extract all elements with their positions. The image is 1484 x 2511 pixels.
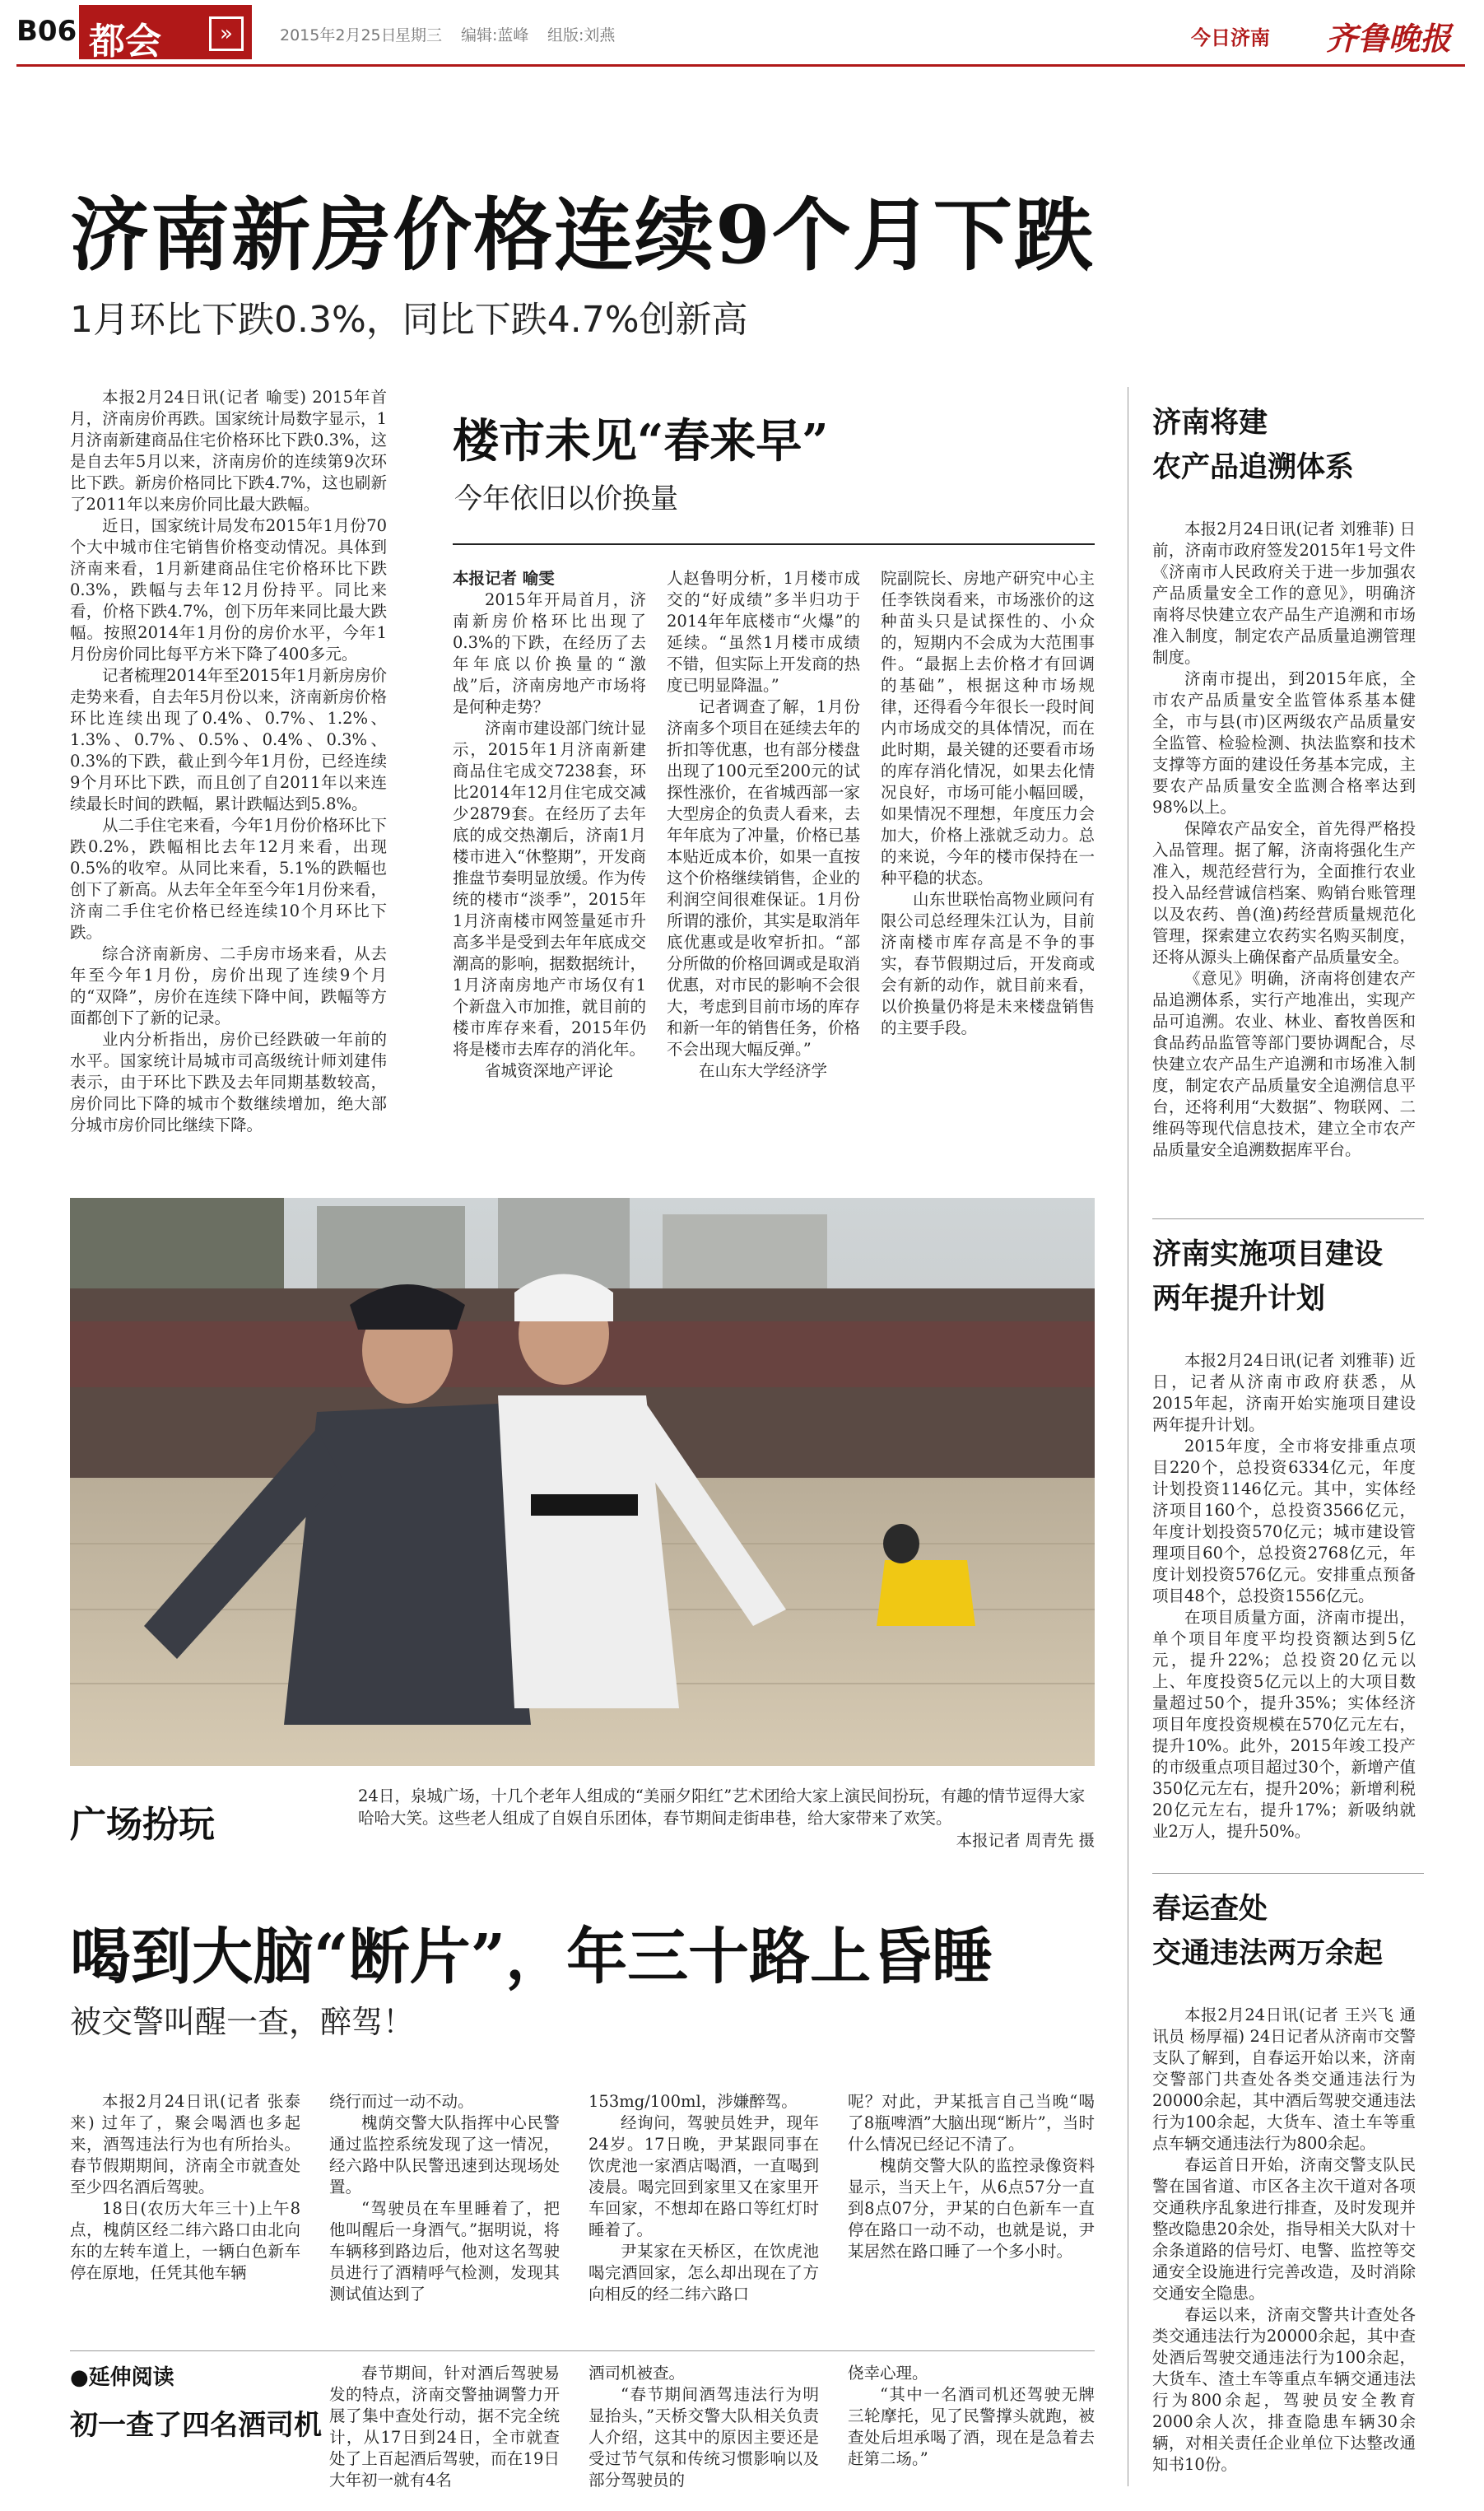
paragraph: 近日，国家统计局发布2015年1月份70个大中城市住宅销售价格变动情况。具体到济南来看，1月新建商品住宅价格环比下跌0.3%，跌幅与去年12月份持平。同比来看，价格下跌4.7%，创下历年来同比最大跌幅。按照2014年1月份的房价水平，今年1月份房价同比每平方米下降了400多元。 (70, 516, 387, 664)
paragraph: 综合济南新房、二手房市场来看，从去年至今年1月份，房价出现了连续9个月的“双降”，房价在连续下降中间，跌幅等方面都创下了新的记录。 (70, 944, 387, 1027)
divider (70, 2350, 1095, 2351)
paragraph: 153mg/100ml，涉嫌醉驾。 (588, 2092, 798, 2111)
paragraph: 槐荫交警大队的监控录像资料显示，当天上午，从6点57分一直到8点07分，尹某的白色新车一直停在路口一动不动，也就是说，尹某居然在路口睡了一个多小时。 (848, 2156, 1095, 2261)
bottom-article-col2 (329, 2091, 560, 2346)
right-article2-title (1152, 1232, 1383, 1321)
paragraph: 2015年度，全市将安排重点项目220个，总投资6334亿元，年度计划投资1146亿元。其中，实体经济项目160个，总投资3566亿元，年度计划投资570亿元；城市建设管理项目60个，总投资2768亿元，年度计划投资576亿元。安排重点预备项目48个，总投资1556亿元。 (1152, 1437, 1416, 1605)
paragraph: 人赵鲁明分析，1月楼市成交的“好成绩”多半归功于2014年年底楼市“火爆”的延续。“虽然1月楼市成绩不错，但实际上开发商的热度已明显降温。” (667, 569, 860, 695)
bottom-headline: 喝到大脑“断片”，年三十路上昏睡 (70, 1922, 993, 1992)
title-line: 农产品追溯体系 (1152, 450, 1355, 484)
paragraph: 本报2月24日讯(记者 张泰来) 过年了，聚会喝酒也多起来，酒驾违法行为也有所抬头。春节假期期间，济南全市就查处至少四名酒后驾驶。 (70, 2092, 300, 2197)
news-photo (70, 1198, 1095, 1766)
caption-text: 24日，泉城广场，十几个老年人组成的“美丽夕阳红”艺术团给大家上演民间扮玩，有趣的情节逗得大家哈哈大笑。这些老人组成了自娱自乐团体，春节期间走街串巷，给大家带来了欢笑。 (358, 1787, 1086, 1828)
section-label-box (79, 5, 252, 63)
sidebar-article-subtitle: 今年依旧以价换量 (454, 482, 678, 515)
paragraph: 院副院长、房地产研究中心主任李铁岗看来，市场涨价的这种苗头只是试探性的、小众的，短期内不会成为大范围事件。“最据上去价格才有回调的基础”，根据这种市场规律，还得看今年很长一段时间内市场成交的具体情况，而在此时期，最关键的还要看市场的库存消化情况，如果去化情况良好，市场可能小幅回暖，如果情况不理想，年度压力会加大，价格上涨就乏动力。总的来说，今年的楼市保持在一种平稳的状态。 (881, 569, 1095, 887)
paragraph: 省城资深地产评论 (485, 1061, 614, 1080)
paragraph: 《意见》明确，济南将创建农产品追溯体系，实行产地准出，实现产品可追溯。农业、林业、畜牧兽医和食品药品监管等部门要协调配合，尽快建立农产品生产追溯和市场准入制度，制定农产品质量安全追溯信息平台，还将利用“大数据”、物联网、二维码等现代信息技术，建立全市农产品质量安全追溯数据库平台。 (1152, 969, 1416, 1159)
paragraph: 2015年开局首月，济南新房价格环比出现了0.3%的下跌，在经历了去年年底以价换量的“激战”后，济南房地产市场将是何种走势？ (453, 590, 646, 716)
paragraph: 槐荫交警大队指挥中心民警通过监控系统发现了这一情况，经六路中队民警迅速到达现场处置。 (329, 2113, 560, 2197)
paragraph: 济南市建设部门统计显示，2015年1月济南新建商品住宅成交7238套，环比2014年12月住宅成交减少2879套。在经历了去年底的成交热潮后，济南1月楼市进入“休整期”，开发商推盘节奏明显放缓。作为传统的楼市“淡季”，2015年1月济南楼市网签量延市升高多半是受到去年年底成交潮高的影响，据数据统计，1月济南房地产市场仅有1个新盘入市加推，就目前的楼市库存来看，2015年仍将是楼市去库存的消化年。 (453, 719, 646, 1059)
paragraph: “驾驶员在车里睡着了，把他叫醒后一身酒气。”据明说，将车辆移到路边后，他对这名驾驶员进行了酒精呼气检测，发现其测试值达到了 (329, 2199, 560, 2304)
paragraph: 本报2月24日讯(记者 刘雅菲) 日前，济南市政府签发2015年1号文件《济南市人民政府关于进一步加强农产品质量安全工作的意见》，明确济南将尽快建立农产品生产追溯和市场准入制度，制定农产品质量追溯管理制度。 (1152, 519, 1416, 667)
paragraph: 记者梳理2014年至2015年1月新房房价走势来看，自去年5月份以来，济南新房价格环比连续出现了0.4%、0.7%、1.2%、1.3%、0.7%、0.5%、0.4%、0.3%、0.3%的下跌，截止到今年1月份，已经连续9个月环比下跌，而且创了自2011年以来连续最长时间的跌幅，累计跌幅达到5.8%。 (70, 666, 387, 813)
page-number: B06 (16, 15, 77, 48)
header-layout: 组版:刘燕 (547, 26, 616, 44)
paragraph: 尹某家在天桥区，在饮虎池喝完酒回家，怎么却出现在了方向相反的经二纬六路口 (588, 2242, 819, 2304)
reading-col3 (848, 2363, 1095, 2495)
photo-tag-title: 广场扮玩 (70, 1804, 215, 1846)
header-rule (16, 64, 1465, 67)
paragraph: 绕行而过一动不动。 (329, 2092, 474, 2111)
header-date: 2015年2月25日 (280, 26, 397, 44)
byline: 本报记者 喻雯 (453, 569, 555, 588)
main-headline: 济南新房价格连续9个月下跌 (70, 189, 1095, 282)
paragraph: 春运首日开始，济南交警支队民警在国省道、市区各主次干道对各项交通秩序乱象进行排查，及时发现并整改隐患20余处，指导相关大队对十余条道路的信号灯、电警、监控等交通安全设施进行完善改造，及时消除交通安全隐患。 (1152, 2155, 1416, 2303)
right-article3-body (1152, 2005, 1416, 2486)
sidebar-article-col4 (881, 568, 1095, 1161)
photo-illustration (70, 1198, 1095, 1766)
bottom-article-col3 (588, 2091, 819, 2346)
paragraph: 在山东大学经济学 (699, 1061, 828, 1080)
paragraph: 本报2月24日讯(记者 王兴飞 通讯员 杨厚福) 24日记者从济南市交警支队了解到，自春运开始以来，济南交警部门共查处各类交通违法行为20000余起，其中酒后驾驶交通违法行为100余起，大货车、渣土车等重点车辆交通违法行为800余起。 (1152, 2006, 1416, 2153)
main-subtitle: 1月环比下跌0.3%，同比下跌4.7%创新高 (70, 299, 748, 341)
paragraph: 侥幸心理。 (848, 2364, 928, 2383)
sidebar-article-col2 (453, 568, 646, 1161)
paragraph: 春节期间，针对酒后驾驶易发的特点，济南交警抽调警力开展了集中查处行动，据不完全统计，从17日到24日，全市就查处了上百起酒后驾驶，而在19日大年初一就有4名 (329, 2364, 560, 2490)
reading-col2 (588, 2363, 819, 2495)
paragraph: 在项目质量方面，济南市提出，单个项目年度平均投资额达到5亿元，提升22%；总投资20亿元以上、年度投资5亿元以上的大项目数量超过50个，提升35%；实体经济项目年度投资规模在570亿元左右，提升10%。此外，2015年竣工投产的市级重点项目超过30个，新增产值350亿元左右，提升20%；新增利税20亿元左右，提升17%；新吸纳就业2万人，提升50%。 (1152, 1608, 1416, 1841)
title-line: 两年提升计划 (1152, 1282, 1326, 1316)
paragraph: 本报2月24日讯(记者 刘雅菲) 近日，记者从济南市政府获悉，从2015年起，济南开始实施项目建设两年提升计划。 (1152, 1351, 1416, 1434)
bottom-article-col1 (70, 2091, 300, 2346)
title-line: 济南实施项目建设 (1152, 1237, 1384, 1271)
right-article3-title (1152, 1887, 1383, 1976)
header-editor: 编辑:蓝峰 (461, 26, 529, 44)
column-name: 今日济南 (1191, 26, 1270, 49)
main-article-col1 (70, 387, 387, 1144)
chevron-right-icon: » (209, 16, 244, 51)
paragraph: 春运以来，济南交警共计查处各类交通违法行为20000余起，其中查处酒后驾驶交通违法行为100余起，大货车、渣土车等重点车辆交通违法行为800余起，驾驶员安全教育2000余人次，排查隐患车辆30余辆，对相关责任企业单位下达整改通知书10份。 (1152, 2305, 1416, 2474)
paragraph: 保障农产品安全，首先得严格投入品管理。据了解，济南将强化生产准入，规范经营行为，全面推行农业投入品经营诚信档案、购销台账管理以及农药、兽(渔)药经营质量规范化管理，探索建立农药实名购买制度，还将从源头上确保畜产品质量安全。 (1152, 819, 1416, 967)
paragraph: “其中一名酒司机还驾驶无牌三轮摩托，见了民警撑头就跑，被查处后坦承喝了酒，现在是急着去赶第二场。” (848, 2385, 1095, 2468)
paragraph: 酒司机被查。 (588, 2364, 686, 2383)
photo-caption (358, 1785, 1095, 1852)
paragraph: 18日(农历大年三十)上午8点，槐荫区经二纬六路口由北向东的左转车道上，一辆白色新车停在原地，任凭其他车辆 (70, 2199, 300, 2282)
bottom-article-col4 (848, 2091, 1095, 2346)
reading-label: ●延伸阅读 (70, 2365, 174, 2390)
section-label: 都会 (89, 21, 161, 63)
title-line: 春运查处 (1152, 1892, 1268, 1926)
reading-title: 初一查了四名酒司机 (70, 2409, 322, 2442)
header-weekday: 星期三 (395, 26, 443, 44)
brand-logo: 齐鲁晚报 (1325, 20, 1451, 57)
right-article1-title (1152, 401, 1354, 490)
divider (1152, 1873, 1424, 1874)
paragraph: “春节期间酒驾违法行为明显抬头，”天桥交警大队相关负责人介绍，这其中的原因主要还是受过节气氛和传统习惯影响以及部分驾驶员的 (588, 2385, 819, 2490)
paragraph: 业内分析指出，房价已经跌破一年前的水平。国家统计局城市司高级统计师刘建伟表示，由于环比下跌及去年同期基数较高，房价同比下降的城市个数继续增加，绝大部分城市房价同比继续下降。 (70, 1030, 387, 1134)
reading-col1 (329, 2363, 560, 2495)
paragraph: 记者调查了解，1月份济南多个项目在延续去年的折扣等优惠，也有部分楼盘出现了100元至200元的试探性涨价，在省城西部一家大型房企的负责人看来，去年年底为了冲量，价格已基本贴近成本价，如果一直按这个价格继续销售，企业的利润空间很难保证。1月份所谓的涨价，其实是取消年底优惠或是收窄折扣。“部分所做的价格回调或是取消优惠，对市民的影响不会很大，考虑到目前市场的库存和新一年的销售任务，价格不会出现大幅反弹。” (667, 697, 860, 1059)
title-line: 交通违法两万余起 (1152, 1936, 1384, 1970)
right-article2-body (1152, 1350, 1416, 1861)
sidebar-article-col3 (667, 568, 860, 1161)
divider (1152, 1218, 1424, 1219)
paragraph: 本报2月24日讯(记者 喻雯) 2015年首月，济南房价再跌。国家统计局数字显示，1月济南新建商品住宅价格环比下跌0.3%，这是自去年5月以来，济南房价的连续第9次环比下跌。新房价格同比下跌4.7%，这也刷新了2011年以来房价同比最大跌幅。 (70, 388, 387, 514)
paragraph: 从二手住宅来看，今年1月份价格环比下跌0.2%，跌幅相比去年12月来看，出现0.5%的收窄。从同比来看，5.1%的跌幅也创下了新高。从去年全年至今年1月份来看，济南二手住宅价格已经连续10个月环比下跌。 (70, 816, 387, 942)
paragraph: 呢？对此，尹某抵言自己当晚“喝了8瓶啤酒”大脑出现“断片”，当时什么情况已经记不清了。 (848, 2092, 1095, 2154)
title-line: 济南将建 (1152, 406, 1268, 440)
paragraph: 济南市提出，到2015年底，全市农产品质量安全监管体系基本健全，市与县(市)区两级农产品质量安全监管、检验检测、执法监察和技术支撑等方面的建设任务基本完成，主要农产品质量安全监测合格率达到98%以上。 (1152, 669, 1416, 817)
bottom-subtitle: 被交警叫醒一查，醉驾！ (70, 2004, 415, 2040)
photo-credit: 本报记者 周青先 摄 (956, 1831, 1095, 1850)
paragraph: 山东世联怡高物业顾问有限公司总经理朱江认为，目前济南楼市库存高是不争的事实，春节假期过后，开发商或会有新的动作，就目前来看，以价换量仍将是未来楼盘销售的主要手段。 (881, 890, 1095, 1037)
sidebar-article-title: 楼市未见“春来早” (453, 414, 829, 468)
divider (453, 543, 1095, 545)
paragraph: 经询问，驾驶员姓尹，现年24岁。17日晚，尹某跟同事在饮虎池一家酒店喝酒，一直喝到凌晨。喝完回到家里又在家里开车回家，不想却在路口等红灯时睡着了。 (588, 2113, 819, 2239)
right-article1-body (1152, 519, 1416, 1210)
